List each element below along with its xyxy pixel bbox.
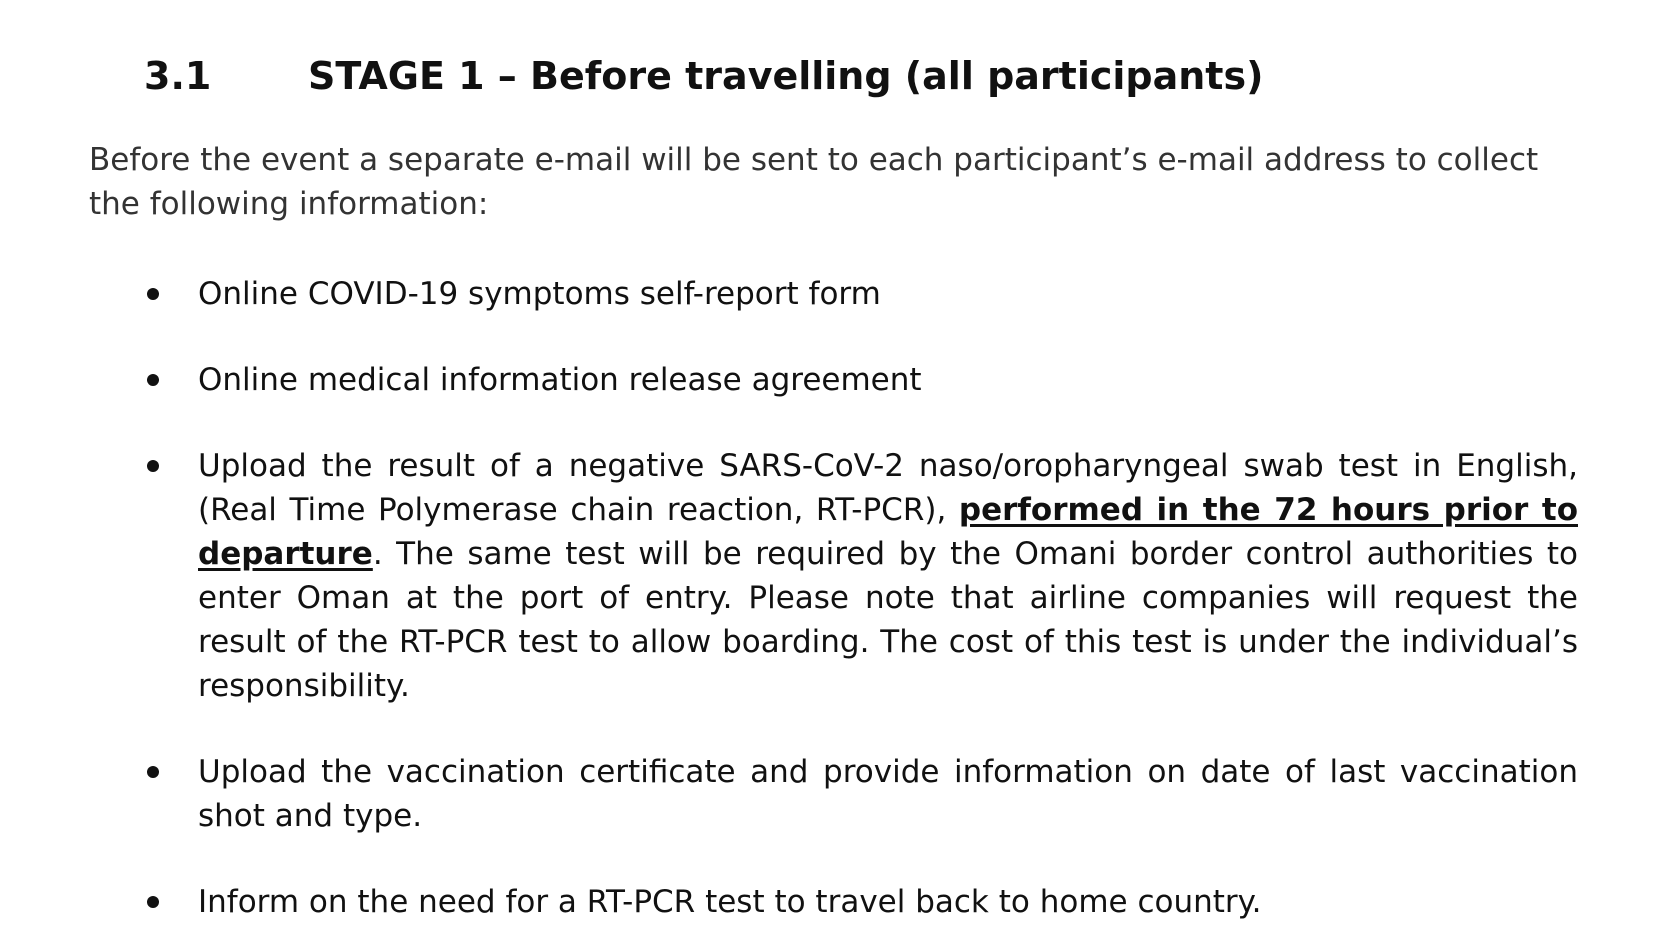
list-item-text: Inform on the need for a RT-PCR test to travel back to home country. (198, 884, 1262, 920)
section-heading (144, 48, 1263, 104)
requirements-list (0, 272, 1654, 924)
list-item-text: Upload the vaccination certificate and provide information on date of last vaccination shot and type. (198, 754, 1578, 834)
bullet-icon (147, 766, 159, 778)
list-item (0, 272, 1654, 316)
list-item (0, 358, 1654, 402)
list-item-text-before: Upload the result of a negative SARS-CoV-2 naso/oropharyngeal swab test in English, (Real Time Polymerase chain reaction, RT-PCR), (198, 448, 1578, 528)
emphasis-text: performed in the 72 hours prior to departure (198, 492, 1578, 572)
intro-paragraph: Before the event a separate e-mail will be sent to each participant’s e-mail address to collect the following information: (89, 142, 1539, 222)
section-number: 3.1 (144, 54, 212, 98)
list-item-text-after: . The same test will be required by the Omani border control authorities to enter Oman at the port of entry. Please note that airline companies will request the result of the RT-PCR test to allow boarding. The cost of this test is under the individual’s responsibility. (198, 536, 1578, 704)
bullet-icon (147, 374, 159, 386)
section-title: STAGE 1 – Before travelling (all participants) (308, 54, 1264, 98)
list-item-text: Online COVID-19 symptoms self-report form (198, 276, 881, 312)
list-item-text (198, 444, 1578, 708)
bullet-icon (147, 896, 159, 908)
list-item (0, 750, 1654, 838)
list-item-text: Online medical information release agreement (198, 362, 922, 398)
list-item (0, 444, 1654, 708)
list-item (0, 880, 1654, 924)
bullet-icon (147, 460, 159, 472)
bullet-icon (147, 288, 159, 300)
